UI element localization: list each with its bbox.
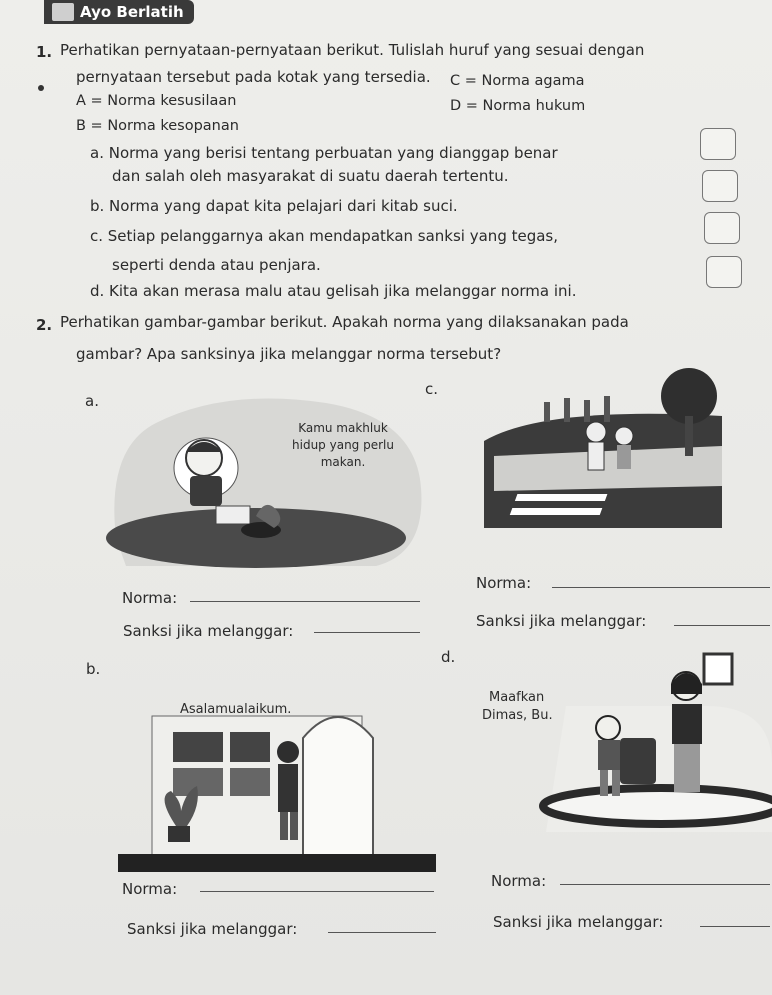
item-b-line1: b. Norma yang dapat kita pelajari dari kitab suci. [90, 197, 458, 215]
picture-d-label: d. [441, 648, 456, 666]
question-2-line1: Perhatikan gambar-gambar berikut. Apakah norma yang dilaksanakan pada [60, 313, 629, 331]
picture-a-label: a. [85, 392, 99, 410]
sanksi-answer-line-c[interactable] [674, 625, 770, 626]
norma-label-b: Norma: [122, 880, 178, 898]
sanksi-label-a: Sanksi jika melanggar: [123, 622, 294, 640]
sanksi-label-b: Sanksi jika melanggar: [127, 920, 298, 938]
answer-box-d[interactable] [706, 256, 742, 288]
item-c-line1: c. Setiap pelanggarnya akan mendapatkan sanksi yang tegas, [90, 227, 559, 245]
sanksi-answer-line-b[interactable] [328, 932, 436, 933]
bubble-a-line3: makan. [320, 455, 366, 469]
bubble-a-line1: Kamu makhluk [298, 421, 388, 435]
option-a: A = Norma kesusilaan [76, 93, 237, 109]
option-c: C = Norma agama [450, 73, 585, 89]
norma-answer-line-d[interactable] [560, 884, 770, 885]
norma-answer-line-b[interactable] [200, 891, 434, 892]
norma-label-d: Norma: [491, 872, 547, 890]
norma-label-a: Norma: [122, 589, 178, 607]
item-a-line1: a. Norma yang berisi tentang perbuatan yang dianggap benar [90, 144, 558, 162]
answer-box-b[interactable] [702, 170, 738, 202]
answer-box-a[interactable] [700, 128, 736, 160]
question-2-number: 2. [36, 316, 53, 334]
bubble-d-line2: Dimas, Bu. [482, 708, 553, 723]
section-header [44, 0, 194, 24]
picture-c-illustration [484, 366, 722, 528]
bubble-a-line2: hidup yang perlu [292, 438, 394, 452]
item-d-line1: d. Kita akan merasa malu atau gelisah jika melanggar norma ini. [90, 282, 577, 300]
norma-answer-line-c[interactable] [552, 587, 770, 588]
item-c-line2: seperti denda atau penjara. [112, 256, 321, 274]
sanksi-answer-line-d[interactable] [700, 926, 770, 927]
picture-c-label: c. [425, 380, 439, 398]
option-b: B = Norma kesopanan [76, 118, 239, 134]
bubble-d-line1: Maafkan [489, 690, 545, 705]
section-title: Ayo Berlatih [80, 3, 184, 21]
picture-a-illustration [96, 388, 430, 572]
question-2-line2: gambar? Apa sanksinya jika melanggar norma tersebut? [76, 345, 502, 363]
bubble-b-text: Asalamualaikum. [180, 702, 292, 717]
picture-d-illustration [526, 646, 772, 832]
picture-b-label: b. [86, 660, 101, 678]
answer-box-c[interactable] [704, 212, 740, 244]
question-1-line2: pernyataan tersebut pada kotak yang tersedia. [76, 68, 431, 86]
bullet-mark [38, 85, 44, 91]
option-d: D = Norma hukum [450, 98, 586, 114]
question-1-line1: Perhatikan pernyataan-pernyataan berikut. Tulislah huruf yang sesuai dengan [60, 41, 645, 59]
question-1-number: 1. [36, 43, 53, 61]
sanksi-answer-line-a[interactable] [314, 632, 420, 633]
sanksi-label-d: Sanksi jika melanggar: [493, 913, 664, 931]
item-a-line2: dan salah oleh masyarakat di suatu daerah tertentu. [112, 167, 509, 185]
book-icon [52, 3, 74, 21]
sanksi-label-c: Sanksi jika melanggar: [476, 612, 647, 630]
norma-answer-line-a[interactable] [190, 601, 420, 602]
norma-label-c: Norma: [476, 574, 532, 592]
